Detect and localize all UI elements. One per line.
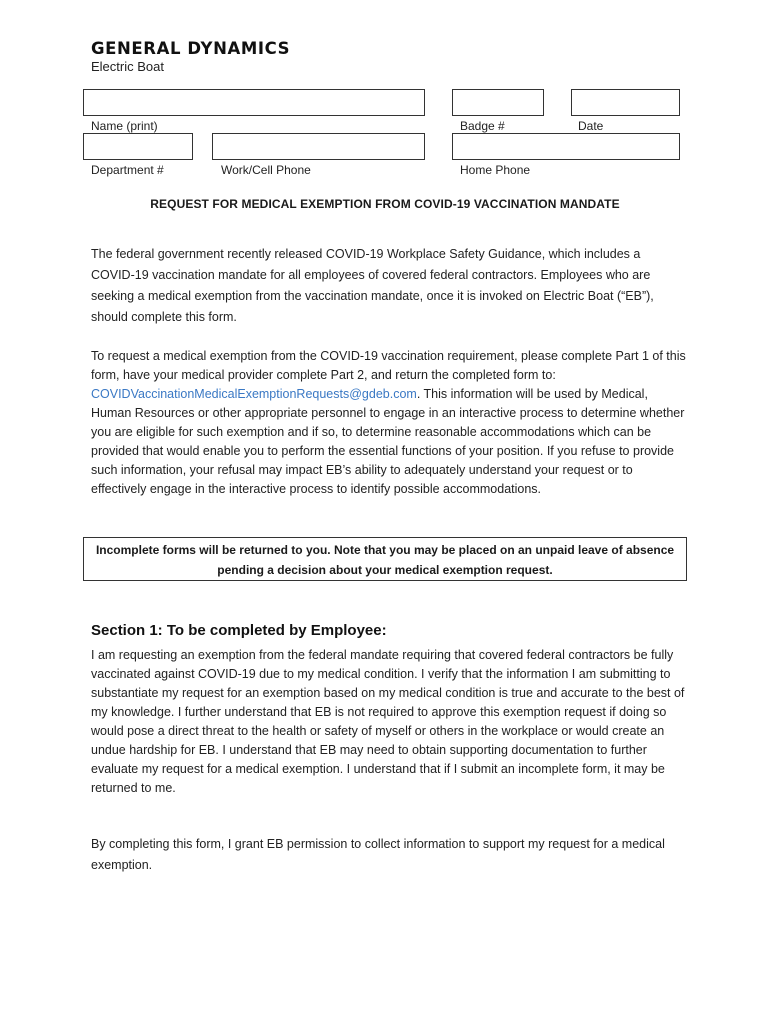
name-label: Name (print) xyxy=(91,119,158,133)
intro-paragraph-2 xyxy=(91,347,687,499)
incomplete-forms-notice: Incomplete forms will be returned to you. Note that you may be placed on an unpaid leave of absence pending a decision about your medical exemption request. xyxy=(83,537,687,581)
section-1-title: Section 1: To be completed by Employee: xyxy=(91,622,387,639)
intro-paragraph-2-start: To request a medical exemption from the COVID-19 vaccination requirement, please complete Part 1 of this form, have your medical provider complete Part 2, and return the completed form to: xyxy=(91,349,686,382)
department-label: Department # xyxy=(91,163,164,177)
home-phone-field[interactable] xyxy=(452,133,680,160)
email-link[interactable]: COVIDVaccinationMedicalExemptionRequests@gdeb.com xyxy=(91,387,417,401)
badge-label: Badge # xyxy=(460,119,505,133)
form-title: REQUEST FOR MEDICAL EXEMPTION FROM COVID-19 VACCINATION MANDATE xyxy=(150,197,620,211)
section-1-paragraph-2: By completing this form, I grant EB permission to collect information to support my request for a medical exemption. xyxy=(91,837,665,872)
company-name: GENERAL DYNAMICS xyxy=(91,39,291,58)
intro-paragraph-2-end: . This information will be used by Medical, Human Resources or other appropriate personnel to engage in an interactive process to determine whether you are eligible for such exemption and if so, to determine reasonable accommodations which can be provided that would enable you to perform the essential functions of your position. If you refuse to provide such information, your refusal may impact EB’s ability to adequately understand your request or to effectively engage in the interactive process to identify possible accommodations. xyxy=(91,387,685,496)
home-phone-label: Home Phone xyxy=(460,163,531,177)
date-field[interactable] xyxy=(571,89,680,116)
work-phone-label: Work/Cell Phone xyxy=(221,163,311,177)
division-name: Electric Boat xyxy=(91,59,164,74)
name-field[interactable] xyxy=(83,89,425,116)
badge-field[interactable] xyxy=(452,89,544,116)
department-field[interactable] xyxy=(83,133,193,160)
section-1-paragraph-1: I am requesting an exemption from the federal mandate requiring that covered federal contractors be fully vaccinated against COVID-19 due to my medical condition. I verify that the information I am submitting to substantiate my request for an exemption based on my medical condition is true and accurate to the best of my knowledge. I further understand that EB is not required to approve this exemption request if doing so would pose a direct threat to the health or safety of myself or others in the workplace or would create an undue hardship for EB. I understand that EB may need to obtain supporting documentation to further evaluate my request for a medical exemption. I understand that if I submit an incomplete form, it may be returned to me. xyxy=(91,648,685,795)
work-phone-field[interactable] xyxy=(212,133,425,160)
date-label: Date xyxy=(578,119,604,133)
intro-paragraph-1: The federal government recently released COVID-19 Workplace Safety Guidance, which includes a COVID-19 vaccination mandate for all employees of covered federal contractors. Employees who are seeking a medical exemption from the vaccination mandate, once it is invoked on Electric Boat (“EB”), should complete this form. xyxy=(91,247,654,324)
company-logo xyxy=(91,40,290,75)
